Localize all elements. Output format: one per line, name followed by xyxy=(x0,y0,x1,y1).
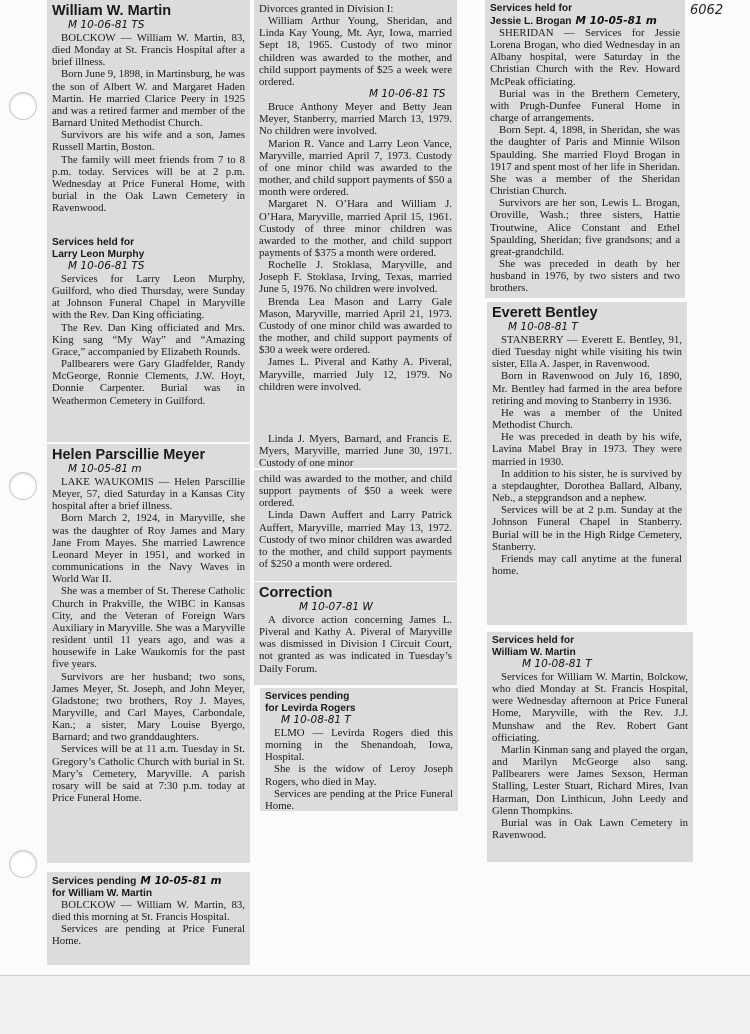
obituary-bentley xyxy=(487,302,687,625)
paragraph: child was awarded to the mother, and child support payments of $50 a week were ordered. xyxy=(259,473,452,510)
paragraph: Services are pending at Price Funeral Home. xyxy=(52,923,245,948)
paragraph: SHERIDAN — Services for Jessie Lorena Brogan, who died Wednesday in an Albany hospital, were Saturday in the Christian Church with the Rev. Howard McPeak officiating. xyxy=(490,27,680,88)
paragraph: Born March 2, 1924, in Maryville, she was the daughter of Roy James and Mary Jane From Mayes. She married Lawrence Leonard Meyer in 1951, and worked in communications in the Navy Waves in World War II. xyxy=(52,512,245,586)
paragraph: She was preceded in death by her husband in 1976, by two sisters and two brothers. xyxy=(490,257,680,295)
paragraph: Services are pending at the Price Funeral Home. xyxy=(265,787,453,811)
obituary-meyer xyxy=(47,444,250,863)
handwritten-note: M 10-05-81 m xyxy=(575,14,657,27)
binder-hole xyxy=(9,92,37,120)
notice-heading-name: William W. Martin xyxy=(492,646,576,658)
handwritten-note: M 10-05-81 m xyxy=(68,463,142,475)
paragraph: Pallbearers were Gary Gladfelder, Randy McGeorge, Ronnie Clements, J.W. Hoyt, Donnie Carpenter. Burial was in Weathermon Cemetery in Guilford. xyxy=(52,358,245,407)
paragraph: James L. Piveral and Kathy A. Piveral, Maryville, married July 12, 1979. No children were involved. xyxy=(259,356,452,393)
handwritten-note: M 10-07-81 W xyxy=(299,601,373,613)
handwritten-note: M 10-08-81 T xyxy=(281,714,351,726)
scan-background xyxy=(0,975,750,1034)
obituary-title: Helen Parscillie Meyer xyxy=(52,447,206,463)
obituary-murphy xyxy=(47,234,250,442)
obituary-title: Everett Bentley xyxy=(492,305,598,321)
section-heading: Divorces granted in Division I: xyxy=(259,3,394,15)
divorces-continued xyxy=(254,470,457,581)
notice-heading-name: Jessie L. Brogan M 10-05-81 m xyxy=(490,14,657,27)
paragraph: The Rev. Dan King officiated and Mrs. King sang “My Way” and “Amazing Grace,” accompanied by Elizabeth Rounds. xyxy=(52,321,245,358)
paragraph: Brenda Lea Mason and Larry Gale Mason, Maryville, married April 21, 1973. Custody of one minor child was awarded to the mother, and child support payments of $30 a week were ordered. xyxy=(259,295,452,357)
paragraph: Friends may call anytime at the funeral home. xyxy=(492,552,682,577)
paragraph: BOLCKOW — William W. Martin, 83, died this morning at St. Francis Hospital. xyxy=(52,899,245,924)
paragraph: William Arthur Young, Sheridan, and Linda Kay Young, Mt. Ayr, Iowa, married Sept 18, 1965. Custody of two minor children was awarded to the mother, and child support payments of $25 a week were ordered. xyxy=(259,15,452,88)
paragraph: Marion R. Vance and Larry Leon Vance, Maryville, married April 7, 1973. Custody of one minor child was awarded to the mother, and child support payments of $50 a month were ordered. xyxy=(259,137,452,199)
paragraph: She was a member of St. Therese Catholic Church in Prakville, the WIBC in Kansas City, and the Veteran of Foreign Wars Auxiliary in Maryville. She was a Maryville resident until 11 years ago, and was a housewife in Lake Waukomis for the past five years. xyxy=(52,585,245,671)
notice-heading-name: for William W. Martin xyxy=(52,887,153,899)
notice-heading-name: Larry Leon Murphy xyxy=(52,248,145,260)
paragraph: Born in Ravenwood on July 16, 1890, Mr. Bentley had farmed in the area before retiring and moving to Stanberry in 1936. xyxy=(492,370,682,407)
handwritten-note: M 10-06-81 TS xyxy=(68,19,145,31)
paragraph: A divorce action concerning James L. Piveral and Kathy A. Piveral of Maryville was dismissed in Division I Circuit Court, not granted as was indicated in Tuesday’s Daily Forum. xyxy=(259,614,452,675)
notice-pending-martin xyxy=(47,872,250,965)
handwritten-note: M 10-08-81 T xyxy=(508,321,578,333)
paragraph: Burial was in the Brethern Cemetery, with Prugh-Dunfee Funeral Home in charge of arrangements. xyxy=(490,87,680,125)
notice-held-martin xyxy=(487,632,693,862)
paragraph: Services for Larry Leon Murphy, Guilford, who died Thursday, were Sunday at Johnson Funeral Chapel in Maryville with the Rev. Dan King officiating. xyxy=(52,273,245,322)
paragraph: Survivors are her son, Lewis L. Brogan, Oroville, Wash.; three sisters, Hattie Troutwine, Alice Constant and Ethel Spaulding, Sheridan; five grandsons; and a great-grandchild. xyxy=(490,197,680,258)
paragraph: The family will meet friends from 7 to 8 p.m. today. Services will be at 2 p.m. Wednesday at Price Funeral Home, with burial in the Oak Lawn Cemetery in Ravenwood. xyxy=(52,153,245,215)
paragraph: ELMO — Levirda Rogers died this morning in the Shenandoah, Iowa, Hospital. xyxy=(265,727,453,764)
notice-pending-rogers xyxy=(260,688,458,811)
paragraph: LAKE WAUKOMIS — Helen Parscillie Meyer, 57, died Saturday in a Kansas City hospital after a brief illness. xyxy=(52,476,245,513)
paragraph: Burial was in Oak Lawn Cemetery in Ravenwood. xyxy=(492,816,688,842)
divorces-continued-strip xyxy=(254,430,457,468)
obituary-title: William W. Martin xyxy=(52,3,172,19)
divorces-list xyxy=(254,0,457,430)
paragraph: She is the widow of Leroy Joseph Rogers, who died in May. xyxy=(265,763,453,788)
paragraph: STANBERRY — Everett E. Bentley, 91, died Tuesday night while visiting his twin sister, Ella A. Jasper, in Ravenwood. xyxy=(492,334,682,371)
handwritten-note: M 10-05-81 m xyxy=(140,875,222,887)
paragraph: Margaret N. O’Hara and William J. O’Hara, Maryville, married April 15, 1961. Custody of three minor children was awarded to the mother, and child support payments of $375 a month were ordered. xyxy=(259,198,452,259)
paragraph: Linda J. Myers, Barnard, and Francis E. Myers, Maryville, married June 30, 1971. Custody of one minor xyxy=(259,433,452,468)
handwritten-note: M 10-08-81 T xyxy=(522,658,592,670)
paragraph: Born June 9, 1898, in Martinsburg, he was the son of Albert W. and Margaret Haden Martin. He married Clarice Peery in 1925 and was a retired farmer and member of the Barnard United Methodist Church. xyxy=(52,68,245,130)
binder-hole xyxy=(9,850,37,878)
paragraph: Bruce Anthony Meyer and Betty Jean Meyer, Stanberry, married March 13, 1979. No children were involved. xyxy=(259,101,452,138)
notice-heading: Services pending M 10-05-81 m xyxy=(52,875,222,887)
paragraph: Survivors are his wife and a son, James Russell Martin, Boston. xyxy=(52,129,245,154)
handwritten-note: M 10-06-81 TS xyxy=(68,260,145,272)
paragraph: Survivors are her husband; two sons, James Meyer, St. Joseph, and John Meyer, Gladstone; two brothers, Roy J. Mayes, Maryville, and Carl Mayes, Carbondale, Kan.; a sister, Mary Louise Byergo, Barnard; and two granddaughters. xyxy=(52,670,245,744)
page-number-stamp: 6062 xyxy=(690,3,724,18)
paragraph: Services will be at 2 p.m. Sunday at the Johnson Funeral Chapel in Stanberry. Burial will be in the High Ridge Cemetery, Stanberry. xyxy=(492,504,682,553)
paragraph: Marlin Kinman sang and played the organ, and Marilyn McGeorge also sang. Pallbearers were James Sexson, Herman Stalling, Lester Stuart, Richard Mires, Ivan Harman, Don Linthicun, John Leedy and Glenn Thompkins. xyxy=(492,743,688,817)
paragraph: Rochelle J. Stoklasa, Maryville, and Joseph F. Stoklasa, Irving, Texas, married June 5, 1976. No children were involved. xyxy=(259,259,452,296)
paragraph: He was preceded in death by his wife, Lavina Mabel Bray in 1973. They were married in 1930. xyxy=(492,431,682,468)
notice-heading: Services held for xyxy=(492,635,575,646)
notice-heading: Services held for xyxy=(52,237,135,248)
paragraph: In addition to his sister, he is survived by a stepdaughter, Dorothea Ballard, Albany, Neb., a stepgrandson and a nephew. xyxy=(492,467,682,505)
obituary-martin xyxy=(47,0,250,234)
notice-heading: Services held for xyxy=(490,3,573,14)
binder-hole xyxy=(9,472,37,500)
paragraph: BOLCKOW — William W. Martin, 83, died Monday at St. Francis Hospital after a brief illness. xyxy=(52,32,245,69)
notice-heading: Services pending xyxy=(265,691,350,702)
section-title: Correction xyxy=(259,585,333,601)
paragraph: He was a member of the United Methodist Church. xyxy=(492,406,682,432)
correction-notice xyxy=(254,582,457,685)
paragraph: Born Sept. 4, 1898, in Sheridan, she was the daughter of Paris and Minnie Wilson Spaulding. She married Floyd Brogan in 1917 and spent most of her life in Sheridan. She was a member of the Sheridan Christian Church. xyxy=(490,124,680,198)
paragraph: Services for William W. Martin, Bolckow, who died Monday at St. Francis Hospital, were Wednesday afternoon at Price Funeral Home, Maryville, with the Rev. J.J. Munshaw and the Rev. Robert Gant officiating. xyxy=(492,671,688,744)
notice-heading-name: for Levirda Rogers xyxy=(265,702,356,714)
handwritten-note: M 10-06-81 TS xyxy=(369,88,446,101)
paragraph: Services will be at 11 a.m. Tuesday in St. Gregory’s Catholic Church with burial in St. Mary’s Cemetery, Maryville. A parish rosary will be said at 7:30 p.m. today at Price Funeral Home. xyxy=(52,743,245,805)
paragraph: Linda Dawn Auffert and Larry Patrick Auffert, Maryville, married May 13, 1972. Custody of two minor children was awarded to the mother, and child support payments of $250 a month were ordered. xyxy=(259,509,452,571)
obituary-brogan xyxy=(485,0,685,298)
